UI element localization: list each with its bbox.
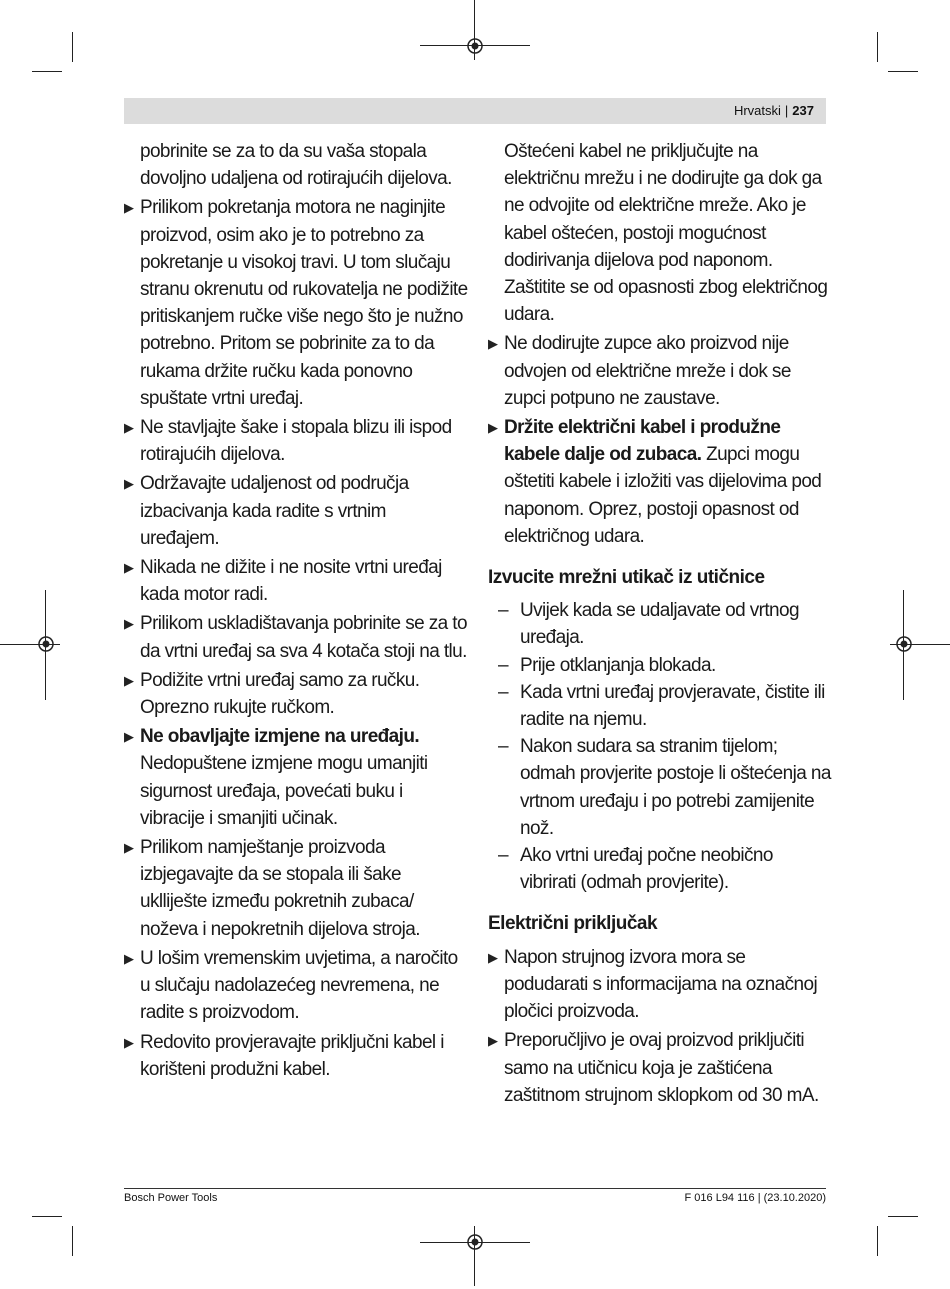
registration-mark-icon: [466, 37, 484, 55]
bullet-arrow-icon: ▶: [124, 616, 134, 632]
bullet-arrow-icon: ▶: [124, 950, 134, 966]
bullet-item: [124, 667, 469, 721]
bullet-item: [488, 414, 833, 550]
left-intro-text: pobrinite se za to da su vaša stopala dovoljno udaljena od rotirajućih dijelova.: [140, 141, 452, 190]
section-heading-unplug: Izvucite mrežni utikač iz utičnice: [488, 567, 765, 589]
electrical-bullet-list: [488, 944, 833, 1109]
crop-mark: [888, 1216, 918, 1217]
dash-list-item: [488, 842, 833, 896]
bullet-arrow-icon: ▶: [124, 476, 134, 492]
header-language: Hrvatski: [733, 103, 781, 118]
bullet-item: [124, 834, 469, 943]
bullet-text: Prilikom namještanje proizvoda izbjegavajte da se stopala ili šake uklliješte između pokretnih zubaca/ noževa i nepokretnih dijelova stroja.: [140, 837, 420, 940]
bullet-text: Ne stavljajte šake i stopala blizu ili ispod rotirajućih dijelova.: [140, 417, 452, 466]
dash-marker: –: [498, 654, 508, 676]
left-bullet-list: [124, 194, 469, 1083]
bullet-arrow-icon: ▶: [124, 1034, 134, 1050]
crop-mark: [32, 1216, 62, 1217]
left-column: [124, 138, 469, 1085]
right-bullet-list: [488, 330, 833, 550]
dash-marker: –: [498, 736, 508, 758]
bullet-text: Prilikom pokretanja motora ne naginjite proizvod, osim ako je to potrebno za pokretanje u visokoj travi. U tom slučaju stranu okrenutu od rukovatelja ne podižite pritiskanjem ručke više nego što je nužno potrebno. Pritom se pobrinite za to da rukama držite ručku kada ponovno spuštate vrtni uređaj.: [140, 197, 468, 409]
dash-list-item: [488, 652, 833, 679]
bullet-arrow-icon: ▶: [124, 200, 134, 216]
bullet-text: Održavajte udaljenost od područja izbacivanja kada radite s vrtnim uređajem.: [140, 473, 409, 549]
footer-doc-id: F 016 L94 116 | (23.10.2020): [684, 1192, 826, 1204]
bullet-text: Napon strujnog izvora mora se podudarati s informacijama na označnoj pločici proizvoda.: [504, 946, 818, 1023]
dash-item-text: Uvijek kada se udaljavate od vrtnog uređaja.: [520, 600, 799, 649]
bullet-bold-text: Držite električni kabel i produžne kabele dalje od zubaca.: [504, 417, 781, 466]
bullet-item: [124, 470, 469, 552]
bullet-item: [124, 414, 469, 468]
bullet-item: [124, 610, 469, 664]
bullet-bold-text: Ne obavljajte izmjene na uređaju.: [140, 726, 420, 748]
bullet-item: [124, 723, 469, 832]
bullet-text: Nedopuštene izmjene mogu umanjiti sigurnost uređaja, povećati buku i vibracije i smanjiti učinak.: [140, 753, 428, 829]
bullet-arrow-icon: ▶: [488, 949, 498, 965]
registration-mark-icon: [466, 1233, 484, 1251]
dash-marker: –: [498, 845, 508, 867]
registration-mark-icon: [895, 635, 913, 653]
bullet-arrow-icon: ▶: [124, 729, 134, 745]
bullet-arrow-icon: ▶: [124, 420, 134, 436]
crop-mark: [877, 1226, 878, 1256]
dash-marker: –: [498, 681, 508, 703]
crop-mark: [72, 1226, 73, 1256]
bullet-text: Podižite vrtni uređaj samo za ručku. Oprezno rukujte ručkom.: [140, 669, 420, 719]
page-number: 237: [792, 103, 814, 118]
bullet-arrow-icon: ▶: [124, 840, 134, 856]
bullet-arrow-icon: ▶: [488, 1033, 498, 1049]
dash-list-item: [488, 597, 833, 651]
bullet-text: Zupci mogu oštetiti kabele i izložiti vas dijelovima pod naponom. Oprez, postoji opasnost od električnog udara.: [504, 444, 822, 547]
crop-mark: [888, 71, 918, 72]
dash-list-item: [488, 733, 833, 842]
dash-item-text: Prije otklanjanja blokada.: [520, 654, 716, 676]
unplug-dash-list: [488, 597, 833, 896]
dash-item-text: Ako vrtni uređaj počne neobično vibrirati (odmah provjerite).: [520, 845, 773, 894]
crop-mark: [72, 32, 73, 62]
bullet-arrow-icon: ▶: [124, 672, 134, 688]
right-intro-text: Oštećeni kabel ne priključujte na električnu mrežu i ne dodirujte ga dok ga ne odvojite od električne mreže. Ako je kabel oštećen, postoji mogućnost dodirivanja dijelova pod naponom. Zaštitite se od opasnosti zbog električnog udara.: [504, 141, 828, 326]
page-header: [124, 98, 826, 124]
bullet-item: [488, 944, 833, 1026]
footer-rule: [124, 1188, 826, 1189]
bullet-item: [124, 194, 469, 412]
header-label: [734, 103, 814, 118]
bullet-arrow-icon: ▶: [488, 420, 498, 436]
bullet-text: Preporučljivo je ovaj proizvod priključiti samo na utičnicu koja je zaštićena zaštitnom strujnom sklopkom od 30 mA.: [504, 1030, 819, 1106]
bullet-item: [124, 554, 469, 608]
bullet-text: Prilikom uskladištavanja pobrinite se za to da vrtni uređaj sa sva 4 kotača stoji na tlu.: [140, 613, 467, 662]
header-separator: |: [784, 103, 789, 118]
bullet-text: Redovito provjeravajte priključni kabel i korišteni produžni kabel.: [140, 1031, 444, 1080]
dash-list-item: [488, 679, 833, 733]
dash-marker: –: [498, 600, 508, 622]
registration-mark-icon: [37, 635, 55, 653]
dash-item-text: Nakon sudara sa stranim tijelom; odmah provjerite postoje li oštećenja na vrtnom uređaju i po potrebi zamijenite nož.: [520, 736, 831, 839]
footer-publisher: Bosch Power Tools: [124, 1192, 218, 1204]
bullet-arrow-icon: ▶: [488, 336, 498, 352]
bullet-item: [124, 945, 469, 1027]
crop-mark: [877, 32, 878, 62]
bullet-text: Ne dodirujte zupce ako proizvod nije odvojen od električne mreže i dok se zupci potpuno ne zaustave.: [504, 333, 791, 409]
bullet-arrow-icon: ▶: [124, 560, 134, 576]
bullet-text: U lošim vremenskim uvjetima, a naročito u slučaju nadolazećeg nevremena, ne radite s proizvodom.: [140, 947, 458, 1024]
bullet-item: [488, 1027, 833, 1109]
crop-mark: [32, 71, 62, 72]
section-heading-electrical: Električni priključak: [488, 913, 658, 935]
right-column: [488, 138, 833, 1111]
bullet-text: Nikada ne dižite i ne nosite vrtni uređaj kada motor radi.: [140, 557, 442, 606]
bullet-item: [488, 330, 833, 412]
dash-item-text: Kada vrtni uređaj provjeravate, čistite ili radite na njemu.: [520, 681, 825, 731]
bullet-item: [124, 1029, 469, 1083]
